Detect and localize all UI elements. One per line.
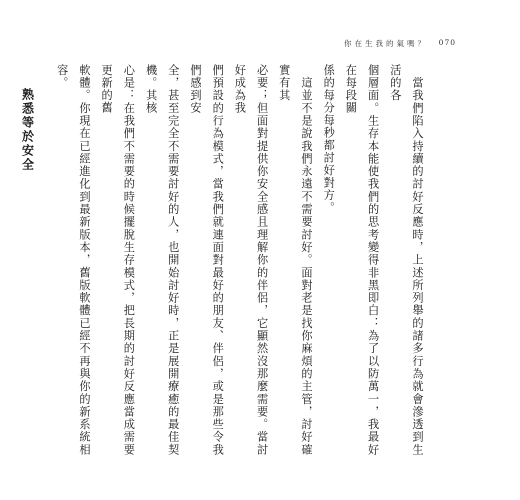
- text-column: 這並不是說我們永遠不需要討好。面對老是找你麻煩的主管，討好確實有其: [277, 64, 313, 456]
- page-number: 070: [438, 38, 456, 47]
- text-column: 必要；但面對提供你安全感且理解你的伴侶，它顯然沒那麼需要。當討好成為我: [233, 64, 269, 456]
- text-column: 們預設的行為模式，當我們就連面對最好的朋友、伴侶，或是那些令我們感到安: [188, 64, 225, 456]
- text-column: 軟體。你現在已經進化到最新版本，舊版軟體已經不再與你的新系統相容。: [55, 64, 91, 456]
- section-heading: 熟悉等於安全: [20, 88, 35, 172]
- text-column: 係的每分每秒都討好對方。: [322, 64, 336, 214]
- text-column: 心是：在我們不需要的時候擺脫生存模式，把長期的討好反應當成需要更新的舊: [100, 64, 136, 456]
- text-column: 當我們陷入持續的討好反應時，上述所列舉的諸多行為就會滲透到生活的各: [388, 64, 424, 456]
- text-column: 全，甚至完全不需要討好的人，也開始討好時，正是展開療癒的最佳契機。其核: [144, 64, 180, 456]
- running-head: 你在生我的氣嗎？: [344, 39, 428, 48]
- text-column: 個層面。生存本能使我們的思考變得非黑即白：為了以防萬一，我最好在每段關: [344, 64, 380, 456]
- body-text: [0, 64, 428, 456]
